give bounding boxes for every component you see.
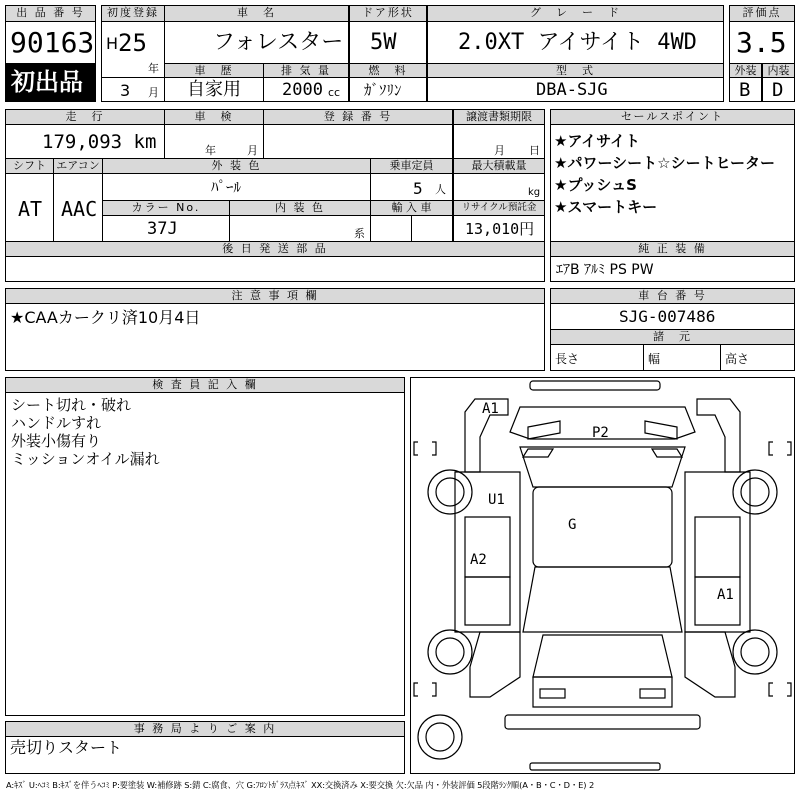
first-listing-text: 初出品 bbox=[11, 68, 83, 96]
displacement: 2000 bbox=[282, 80, 323, 100]
headlight-right bbox=[645, 421, 677, 439]
rear-left-quarter bbox=[470, 632, 520, 697]
tailgate-outline bbox=[533, 677, 672, 707]
grade: 2.0XT アイサイト 4WD bbox=[458, 30, 697, 55]
inspector-label: 検 査 員 記 入 欄 bbox=[5, 377, 405, 393]
exterior-grade-label: 外装 bbox=[729, 63, 762, 78]
height-box bbox=[720, 344, 795, 371]
interior-grade-label: 内装 bbox=[762, 63, 795, 78]
interior-color-label: 内 装 色 bbox=[229, 200, 371, 216]
max-load-box bbox=[453, 173, 545, 201]
grade-box bbox=[427, 21, 724, 64]
exterior-grade: B bbox=[739, 79, 751, 101]
inspection-year-unit: 年 bbox=[205, 144, 216, 157]
first-reg-label: 初度登録 bbox=[101, 5, 165, 22]
front-right-panel bbox=[697, 399, 740, 472]
door-box bbox=[349, 21, 427, 64]
bracket-marker bbox=[414, 683, 418, 696]
aircon: AAC bbox=[61, 197, 98, 221]
roof-outline bbox=[533, 487, 672, 567]
later-parts-box bbox=[5, 256, 545, 282]
spare-wheel-inner bbox=[426, 723, 454, 751]
rear-roof-outline bbox=[523, 567, 682, 632]
length-label: 長さ bbox=[555, 352, 580, 366]
sales-points-box bbox=[550, 124, 795, 242]
history-box bbox=[164, 77, 264, 102]
sales-point-item: ★パワーシート☆シートヒーター bbox=[554, 154, 775, 172]
color-no-label: カラー No. bbox=[102, 200, 230, 216]
import-label: 輸 入 車 bbox=[370, 200, 453, 216]
wheel-front-left bbox=[428, 470, 472, 514]
inspector-note: ミッションオイル漏れ bbox=[11, 450, 160, 468]
registration-label: 登 録 番 号 bbox=[263, 109, 453, 125]
shift-label: シフト bbox=[5, 158, 54, 174]
notes: ★CAAカークリ済10月4日 bbox=[10, 308, 201, 327]
bracket-marker bbox=[432, 683, 436, 696]
aircon-label: エアコン bbox=[53, 158, 103, 174]
width-box bbox=[643, 344, 721, 371]
interior-grade: D bbox=[772, 79, 784, 101]
damage-mark-left-door: A2 bbox=[470, 552, 487, 568]
capacity-box bbox=[370, 173, 453, 201]
width-label: 幅 bbox=[648, 352, 661, 366]
fuel: ｶﾞｿﾘﾝ bbox=[364, 81, 402, 99]
inspector-note: 外装小傷有り bbox=[11, 432, 102, 450]
windshield-outline bbox=[520, 447, 685, 487]
model-code: DBA-SJG bbox=[536, 80, 608, 100]
import-box-1 bbox=[370, 215, 412, 242]
mileage-label: 走 行 bbox=[5, 109, 165, 125]
car-name-box bbox=[164, 21, 349, 64]
inspector-note: ハンドルすれ bbox=[11, 414, 102, 432]
model-code-label: 型 式 bbox=[427, 63, 724, 78]
mileage-box bbox=[5, 124, 165, 159]
import-box-2 bbox=[411, 215, 453, 242]
dimensions-label: 諸 元 bbox=[550, 329, 795, 345]
equipment-box bbox=[550, 256, 795, 282]
bracket-marker bbox=[787, 683, 791, 696]
equipment: ｴｱB ｱﾙﾐ PS PW bbox=[556, 262, 654, 278]
interior-grade-box bbox=[762, 77, 795, 102]
wheel-front-right-inner bbox=[741, 478, 769, 506]
office-box bbox=[5, 736, 405, 774]
office-label: 事 務 局 よ り ご 案 内 bbox=[5, 721, 405, 737]
lot-no-box bbox=[5, 21, 96, 64]
score: 3.5 bbox=[736, 26, 787, 59]
deadline-month-unit: 月 bbox=[494, 144, 505, 157]
lot-no: 90163 bbox=[10, 26, 95, 59]
bracket-marker bbox=[769, 683, 773, 696]
wiper-right bbox=[652, 449, 682, 457]
inspector-note: シート切れ・破れ bbox=[11, 396, 132, 414]
mileage: 179,093 km bbox=[42, 131, 157, 153]
interior-color-box bbox=[229, 215, 371, 242]
front-bumper-outline bbox=[530, 381, 660, 390]
office-message: 売切りスタート bbox=[10, 738, 123, 757]
recycle-label: リサイクル預託金 bbox=[453, 200, 545, 216]
damage-mark-front-left: A1 bbox=[482, 401, 499, 417]
shift-box bbox=[5, 173, 54, 242]
capacity-unit: 人 bbox=[435, 183, 446, 196]
length-box bbox=[550, 344, 644, 371]
rear-window-outline bbox=[533, 635, 672, 677]
bracket-marker bbox=[787, 442, 791, 455]
max-load-label: 最大積載量 bbox=[453, 158, 545, 174]
history: 自家用 bbox=[187, 79, 241, 100]
inspection-box bbox=[164, 124, 264, 159]
sales-point-item: ★アイサイト bbox=[554, 132, 641, 150]
fuel-label: 燃 料 bbox=[349, 63, 427, 78]
first-reg-month: 3 bbox=[120, 81, 131, 100]
transfer-deadline-box bbox=[453, 124, 545, 159]
left-rear-door bbox=[465, 577, 510, 625]
sales-points-label: セールスポイント bbox=[550, 109, 795, 125]
month-unit: 月 bbox=[148, 86, 159, 99]
transfer-deadline-label: 譲渡書類期限 bbox=[453, 109, 545, 125]
door-label: ドア形状 bbox=[349, 5, 427, 22]
first-listing-badge bbox=[5, 64, 96, 102]
damage-mark-roof-front: P2 bbox=[592, 425, 609, 441]
chassis-no: SJG-007486 bbox=[619, 307, 716, 326]
fuel-box bbox=[349, 77, 427, 102]
first-reg-year-box bbox=[101, 21, 165, 78]
displacement-box bbox=[263, 77, 349, 102]
year-unit: 年 bbox=[148, 62, 159, 75]
score-box bbox=[729, 21, 795, 64]
chassis-box bbox=[550, 303, 795, 330]
first-reg-month-box bbox=[101, 77, 165, 102]
car-name: フォレスター bbox=[213, 30, 344, 55]
equipment-label: 純 正 装 備 bbox=[550, 241, 795, 257]
model-code-box bbox=[427, 77, 724, 102]
later-parts-label: 後 日 発 送 部 品 bbox=[5, 241, 545, 257]
aircon-box bbox=[53, 173, 103, 242]
color-no-box bbox=[102, 215, 230, 242]
height-label: 高さ bbox=[725, 352, 750, 366]
capacity-label: 乗車定員 bbox=[370, 158, 453, 174]
registration-box bbox=[263, 124, 453, 159]
recycle-box bbox=[453, 215, 545, 242]
displacement-label: 排 気 量 bbox=[263, 63, 349, 78]
wheel-front-right bbox=[733, 470, 777, 514]
spare-wheel bbox=[418, 715, 462, 759]
deadline-day-unit: 日 bbox=[529, 144, 540, 157]
tail-lamp-right bbox=[640, 689, 665, 698]
history-label: 車 歴 bbox=[164, 63, 264, 78]
tail-lamp-left bbox=[540, 689, 565, 698]
damage-legend: A:ｷｽﾞ U:ﾍｺﾐ B:ｷｽﾞを伴うﾍｺﾐ P:要塗装 W:補修跡 S:錆 C:腐食、穴 G:ﾌﾛﾝﾄｶﾞﾗｽ点ｷｽﾞ XX:交換済み X:要交換 欠:欠品 内・外装評価 5段階ﾗﾝｸ順(A・B・C・D・E) 2 bbox=[6, 780, 595, 790]
damage-mark-front-fender-left: U1 bbox=[488, 492, 505, 508]
inspection-label: 車 検 bbox=[164, 109, 264, 125]
grade-label: グ レ ー ド bbox=[427, 5, 724, 22]
right-front-door bbox=[695, 517, 740, 577]
cc-unit: cc bbox=[328, 86, 341, 99]
wheel-rear-right-inner bbox=[741, 638, 769, 666]
door-type: 5W bbox=[370, 30, 397, 55]
kg-unit: kg bbox=[528, 187, 541, 198]
notes-box bbox=[5, 303, 545, 371]
wheel-rear-left bbox=[428, 630, 472, 674]
chassis-label: 車 台 番 号 bbox=[550, 288, 795, 304]
exterior-color: ﾊﾟｰﾙ bbox=[211, 178, 242, 196]
shift: AT bbox=[18, 197, 43, 221]
interior-color-unit: 系 bbox=[354, 227, 365, 240]
headlight-left bbox=[528, 421, 560, 439]
rear-right-quarter bbox=[685, 632, 735, 697]
exterior-grade-box bbox=[729, 77, 762, 102]
bracket-marker bbox=[414, 442, 418, 455]
car-name-label: 車 名 bbox=[164, 5, 349, 22]
first-reg-year: 25 bbox=[118, 29, 147, 57]
damage-mark-right-rear: A1 bbox=[717, 587, 734, 603]
inspector-box bbox=[5, 392, 405, 716]
rear-bumper-outline bbox=[505, 715, 700, 729]
left-front-door bbox=[465, 517, 510, 577]
score-label: 評価点 bbox=[729, 5, 795, 22]
era: H bbox=[106, 34, 119, 53]
exterior-color-box bbox=[102, 173, 371, 201]
sales-point-item: ★プッシュS bbox=[554, 176, 637, 194]
recycle-fee: 13,010円 bbox=[465, 220, 535, 238]
notes-label: 注 意 事 項 欄 bbox=[5, 288, 545, 304]
wheel-rear-right bbox=[733, 630, 777, 674]
bracket-marker bbox=[432, 442, 436, 455]
lot-no-label: 出 品 番 号 bbox=[5, 5, 96, 22]
wheel-rear-left-inner bbox=[436, 638, 464, 666]
sales-point-item: ★スマートキー bbox=[554, 198, 658, 216]
wiper-left bbox=[523, 449, 553, 457]
color-no: 37J bbox=[147, 219, 178, 239]
bracket-marker bbox=[769, 442, 773, 455]
inspection-month-unit: 月 bbox=[247, 144, 258, 157]
exterior-color-label: 外 装 色 bbox=[102, 158, 371, 174]
rear-bumper-bottom bbox=[530, 763, 660, 770]
damage-mark-roof: G bbox=[568, 517, 577, 533]
car-damage-diagram bbox=[410, 377, 795, 774]
capacity: 5 bbox=[413, 179, 423, 198]
wheel-front-left-inner bbox=[436, 478, 464, 506]
